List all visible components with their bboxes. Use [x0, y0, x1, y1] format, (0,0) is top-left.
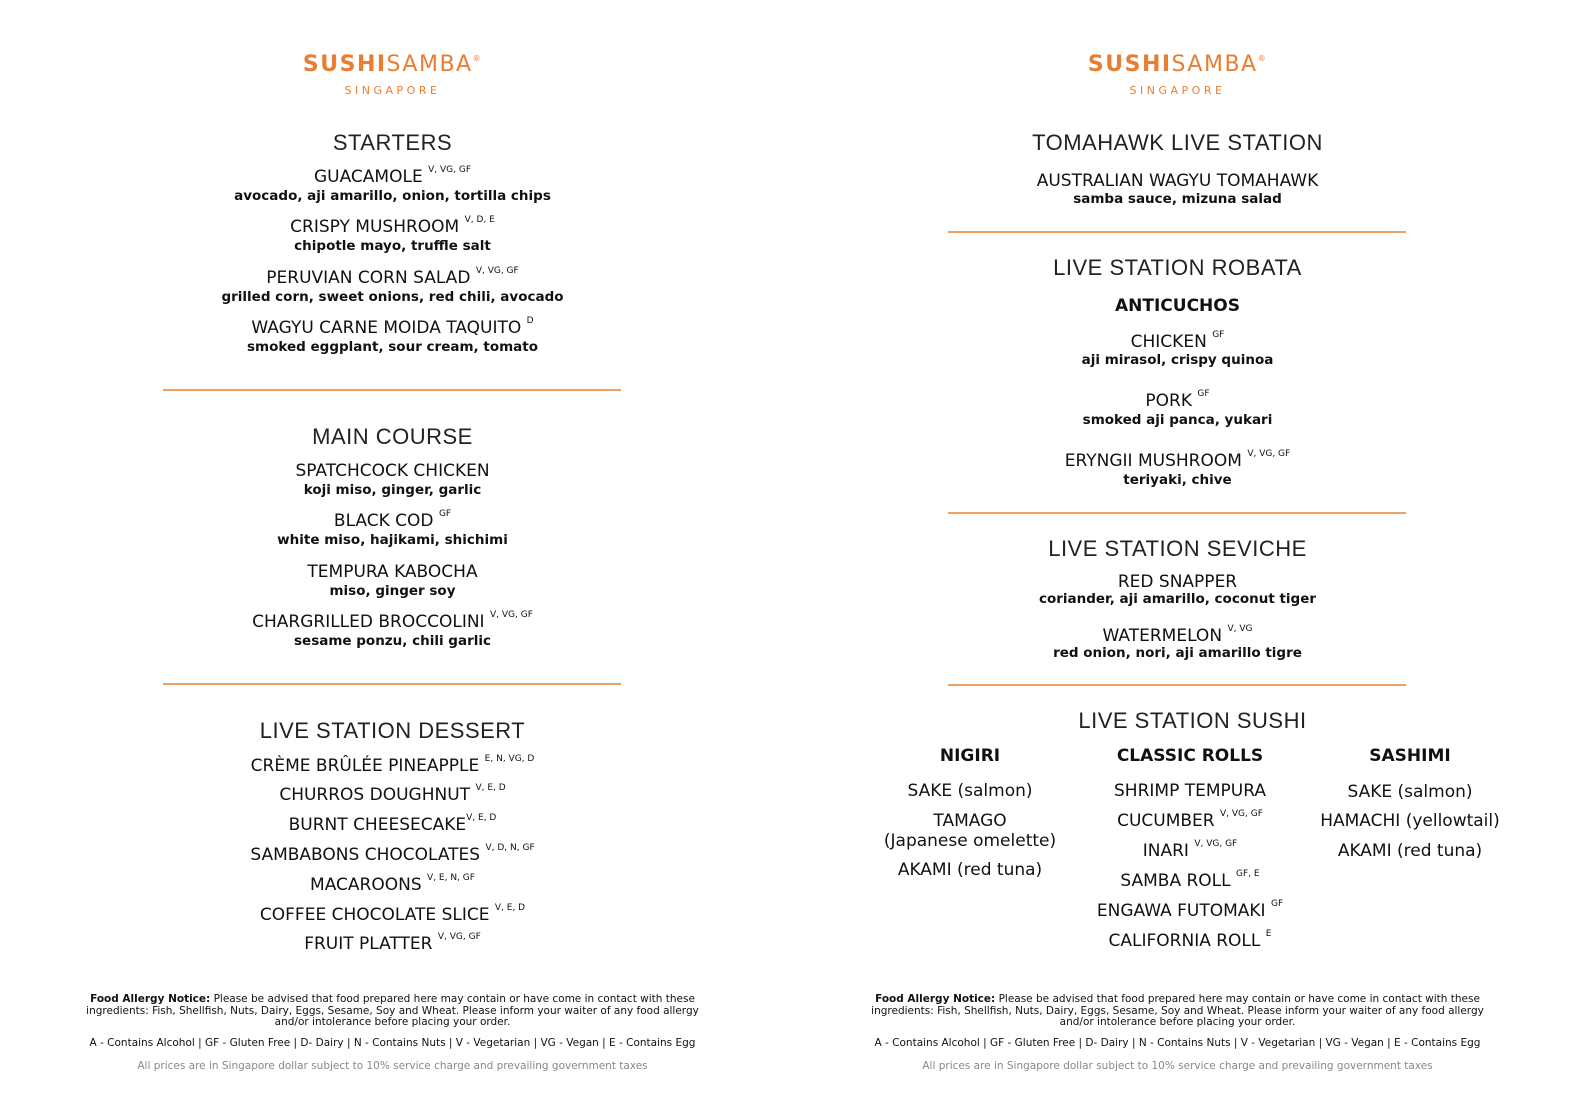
dish-name: AUSTRALIAN WAGYU TOMAHAWK — [1036, 171, 1319, 191]
column-title: CLASSIC ROLLS — [1116, 746, 1264, 766]
dish-name: RED SNAPPER — [1117, 572, 1238, 592]
price-notice: All prices are in Singapore dollar subject to 10% service charge and prevailing government taxes — [922, 1060, 1433, 1072]
dish-name: CHARGRILLED BROCCOLINI $^{V, VG, GF}$ — [252, 610, 533, 632]
dish-name: INARI $^{V, VG, GF}$ — [1142, 839, 1238, 861]
allergy-notice: Food Allergy Notice: Please be advised that food prepared here may contain or have come in contact with these ingredients: Fish, Shellfish, Nuts, Dairy, Eggs, Sesame, Soy and Wheat. Please inform your waiter of any food allergy and/or intolerance before placing your order. — [86, 993, 699, 1028]
column-title: NIGIRI — [939, 746, 1001, 766]
section-title-seviche: LIVE STATION SEVICHE — [1048, 536, 1307, 561]
allergy-notice: Food Allergy Notice: Please be advised that food prepared here may contain or have come in contact with these ingredients: Fish, Shellfish, Nuts, Dairy, Eggs, Sesame, Soy and Wheat. Please inform your waiter of any food allergy and/or intolerance before placing your order. — [871, 993, 1484, 1028]
dish-name: SHRIMP TEMPURA — [1114, 781, 1266, 801]
column-title: SASHIMI — [1369, 746, 1451, 766]
dish-name: CRISPY MUSHROOM $^{V, D, E}$ — [290, 215, 495, 237]
dish-name: WATERMELON $^{V, VG}$ — [1102, 624, 1253, 646]
dish-name: CRÈME BRÛLÉE PINEAPPLE $^{E, N, VG, D}$ — [250, 754, 535, 776]
section-title-tomahawk: TOMAHAWK LIVE STATION — [1032, 130, 1323, 155]
dish-name: TAMAGO — [933, 811, 1007, 831]
dish-desc: grilled corn, sweet onions, red chili, avocado — [221, 289, 564, 305]
dish-name: (Japanese omelette) — [883, 831, 1057, 851]
dish-desc: sesame ponzu, chili garlic — [294, 633, 491, 649]
dish-name: GUACAMOLE $^{V, VG, GF}$ — [313, 165, 471, 187]
dish-desc: red onion, nori, aji amarillo tigre — [1053, 645, 1302, 661]
dish-name: SAKE (salmon) — [1347, 782, 1473, 802]
section-divider — [948, 231, 1406, 233]
sushi-column-sashimi — [1310, 746, 1510, 876]
dietary-legend: A - Contains Alcohol | GF - Gluten Free | D- Dairy | N - Contains Nuts | V - Vegetarian | VG - Vegan | E - Contains Egg — [874, 1037, 1481, 1049]
dish-desc: miso, ginger soy — [329, 583, 456, 599]
dish-desc: koji miso, ginger, garlic — [303, 482, 482, 498]
dish-name: CALIFORNIA ROLL $^E$ — [1108, 929, 1272, 951]
dish-name: CHURROS DOUGHNUT $^{V, E, D}$ — [279, 783, 506, 805]
section-divider — [948, 512, 1406, 514]
brand-logo: SUSHISAMBA® — [1087, 52, 1268, 77]
dish-name: ENGAWA FUTOMAKI $^{GF}$ — [1096, 899, 1284, 921]
dish-name: WAGYU CARNE MOIDA TAQUITO $^D$ — [251, 316, 534, 338]
dish-name: FRUIT PLATTER $^{V, VG, GF}$ — [304, 932, 481, 954]
dish-desc: smoked aji panca, yukari — [1082, 412, 1273, 428]
dietary-legend: A - Contains Alcohol | GF - Gluten Free | D- Dairy | N - Contains Nuts | V - Vegetarian | VG - Vegan | E - Contains Egg — [89, 1037, 696, 1049]
dish-desc: aji mirasol, crispy quinoa — [1081, 352, 1274, 368]
dish-name: BURNT $CHEESECAKE^{V, E, D}$ — [288, 813, 497, 835]
dish-name: AKAMI (red tuna) — [897, 860, 1043, 880]
subsection-title: ANTICUCHOS — [1115, 296, 1240, 316]
dish-desc: coriander, aji amarillo, coconut tiger — [1038, 591, 1317, 607]
dish-name: HAMACHI (yellowtail) — [1320, 811, 1500, 831]
dish-desc: white miso, hajikami, shichimi — [277, 532, 508, 548]
section-divider — [163, 683, 621, 685]
dish-name: SAKE (salmon) — [907, 781, 1033, 801]
section-divider — [163, 389, 621, 391]
section-title-robata: LIVE STATION ROBATA — [1053, 255, 1302, 280]
section-title-starters: STARTERS — [332, 130, 453, 155]
sushi-column-classic-rolls — [1085, 746, 1295, 956]
dish-desc: smoked eggplant, sour cream, tomato — [246, 339, 539, 355]
dish-name: MACAROONS $^{V, E, N, GF}$ — [310, 873, 475, 895]
dish-name: TEMPURA KABOCHA — [307, 562, 478, 582]
brand-city: SINGAPORE — [344, 84, 441, 97]
dish-name: PORK $^{GF}$ — [1145, 389, 1210, 411]
section-title-main-course: MAIN COURSE — [312, 424, 473, 449]
menu-page-right — [785, 0, 1570, 1110]
section-title-sushi: LIVE STATION SUSHI — [1078, 708, 1307, 733]
dish-name: SPATCHCOCK CHICKEN — [295, 461, 490, 481]
section-divider — [948, 684, 1406, 686]
dish-desc: teriyaki, chive — [1123, 472, 1232, 488]
dish-name: BLACK COD $^{GF}$ — [333, 509, 452, 531]
dish-name: COFFEE CHOCOLATE SLICE $^{V, E, D}$ — [259, 903, 526, 925]
dish-name: ERYNGII MUSHROOM $^{V, VG, GF}$ — [1064, 449, 1291, 471]
brand-city: SINGAPORE — [1129, 84, 1226, 97]
dish-name: SAMBA ROLL $^{GF, E}$ — [1120, 869, 1260, 891]
dish-name: PERUVIAN CORN SALAD $^{V, VG, GF}$ — [266, 266, 519, 288]
dish-name: CHICKEN $^{GF}$ — [1130, 330, 1225, 352]
dish-desc: chipotle mayo, truffle salt — [294, 238, 491, 254]
brand-logo: SUSHISAMBA® — [302, 52, 483, 77]
dish-name: CUCUMBER $^{V, VG, GF}$ — [1117, 809, 1263, 831]
dish-name: SAMBABONS CHOCOLATES $^{V, D, N, GF}$ — [250, 843, 535, 865]
dish-desc: avocado, aji amarillo, onion, tortilla chips — [234, 188, 551, 204]
dish-name: AKAMI (red tuna) — [1337, 841, 1483, 861]
dish-desc: samba sauce, mizuna salad — [1073, 191, 1282, 207]
price-notice: All prices are in Singapore dollar subject to 10% service charge and prevailing government taxes — [137, 1060, 648, 1072]
section-title-dessert: LIVE STATION DESSERT — [259, 718, 526, 743]
sushi-column-nigiri — [875, 746, 1065, 906]
